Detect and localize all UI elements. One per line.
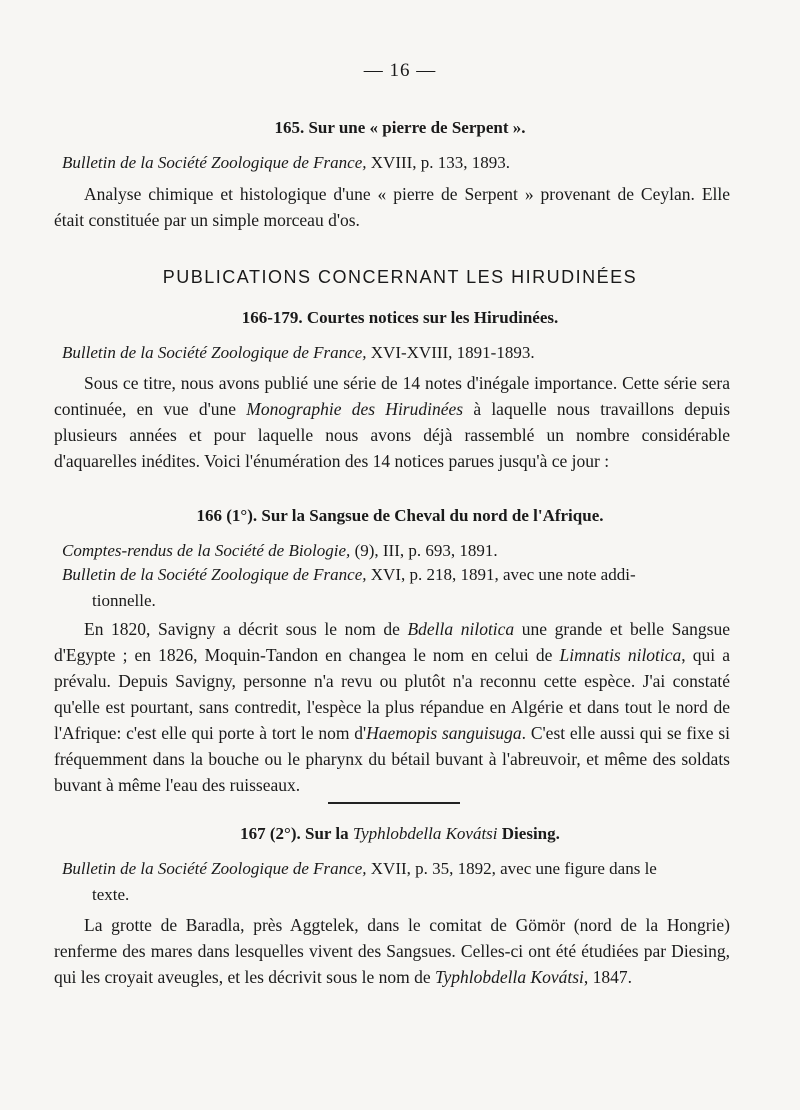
paragraph-165 — [54, 181, 730, 233]
reference-journal: Bulletin de la Société Zoologique de France, — [62, 859, 367, 878]
reference-journal: Comptes-rendus de la Société de Biologie, — [62, 541, 351, 560]
reference-165-details: XVIII, p. 133, 1893. — [366, 153, 511, 172]
reference-details-continued: tionnelle. — [92, 591, 156, 610]
reference-165-journal: Bulletin de la Société Zoologique de France, — [62, 153, 367, 172]
reference-167 — [62, 856, 730, 908]
heading-167 — [60, 824, 740, 844]
italic-species: Limnatis nilotica — [559, 645, 682, 665]
paragraph-text: . C'est elle aussi qui se fixe si fréquemment dans la bouche ou le pharynx du bétail buvant à l'abreuvoir, et même des soldats buvant à même l'eau des ruisseaux. — [54, 723, 731, 795]
paragraph-text: , 1847. — [583, 967, 633, 987]
heading-165-number: 165. — [274, 118, 305, 137]
reference-details: XVI, p. 218, 1891, avec une note addi- — [366, 565, 636, 584]
heading-165-title: Sur une « pierre de Serpent ». — [308, 118, 526, 137]
heading-text: 167 (2°). Sur la — [240, 824, 353, 843]
italic-species: Bdella nilotica — [407, 619, 515, 639]
italic-title: Monographie des Hirudinées — [246, 399, 464, 419]
reference-165 — [62, 150, 730, 176]
heading-165 — [60, 118, 740, 138]
heading-166-179: 166-179. Courtes notices sur les Hirudinées. — [241, 308, 559, 327]
page-number: — 16 — — [363, 60, 437, 81]
italic-species: Typhlobdella Kovátsi — [352, 824, 498, 843]
paragraph-166 — [54, 616, 730, 798]
italic-species: Typhlobdella Kovátsi — [435, 967, 584, 987]
paragraph-text: En 1820, Savigny a décrit sous le nom de — [84, 619, 408, 639]
reference-166-a — [62, 538, 730, 564]
paragraph-text: , qui a prévalu. Depuis Savigny, personne n'a revu ou plutôt n'a reconnu cette espèce. J'ai constaté qu'elle est pourtant, sans contredit, l'espèce la plus répandue en Algérie et dans tout le nord de l'Afrique: c'est elle qui porte à tort le nom d' — [54, 645, 730, 743]
reference-166-179-details: XVI-XVIII, 1891-1893. — [366, 343, 535, 362]
reference-166-179-journal: Bulletin de la Société Zoologique de France, — [62, 343, 367, 362]
italic-species: Haemopis sanguisuga — [366, 723, 522, 743]
heading-166: 166 (1°). Sur la Sangsue de Cheval du nord de l'Afrique. — [196, 506, 604, 525]
section-title: PUBLICATIONS CONCERNANT LES HIRUDINÉES — [162, 267, 638, 287]
heading-text: Diesing. — [497, 824, 560, 843]
reference-166-b — [62, 562, 730, 614]
reference-details-continued: texte. — [92, 885, 130, 904]
reference-details: XVII, p. 35, 1892, avec une figure dans le — [366, 859, 657, 878]
section-divider — [328, 802, 460, 804]
paragraph-text: à laquelle nous travaillons depuis plusieurs années et pour laquelle nous avons déjà rassemblé un nombre considérable d'aquarelles inédites. Voici l'énumération des 14 notices parues jusqu'à ce jour : — [54, 399, 730, 471]
paragraph-167 — [54, 912, 730, 990]
paragraph-text: La grotte de Baradla, près Aggtelek, dans le comitat de Gömör (nord de la Hongrie) renferme des mares dans lesquelles vivent des Sangsues. Celles-ci ont été étudiées par Diesing, qui les croyait aveugles, et les décrivit sous le nom de — [54, 915, 730, 987]
reference-details: (9), III, p. 693, 1891. — [350, 541, 498, 560]
paragraph-text: une grande et belle Sangsue d'Egypte ; en 1826, Moquin-Tandon en changea le nom en celui de — [54, 619, 730, 665]
paragraph-text: Sous ce titre, nous avons publié une série de 14 notes d'inégale importance. Cette série sera continuée, en vue d'une — [54, 373, 730, 419]
paragraph-166-179 — [54, 370, 730, 474]
reference-166-179 — [62, 340, 730, 366]
paragraph-165-text: Analyse chimique et histologique d'une « pierre de Serpent » provenant de Ceylan. Elle était constituée par un simple morceau d'os. — [54, 184, 730, 230]
reference-journal: Bulletin de la Société Zoologique de France, — [62, 565, 367, 584]
